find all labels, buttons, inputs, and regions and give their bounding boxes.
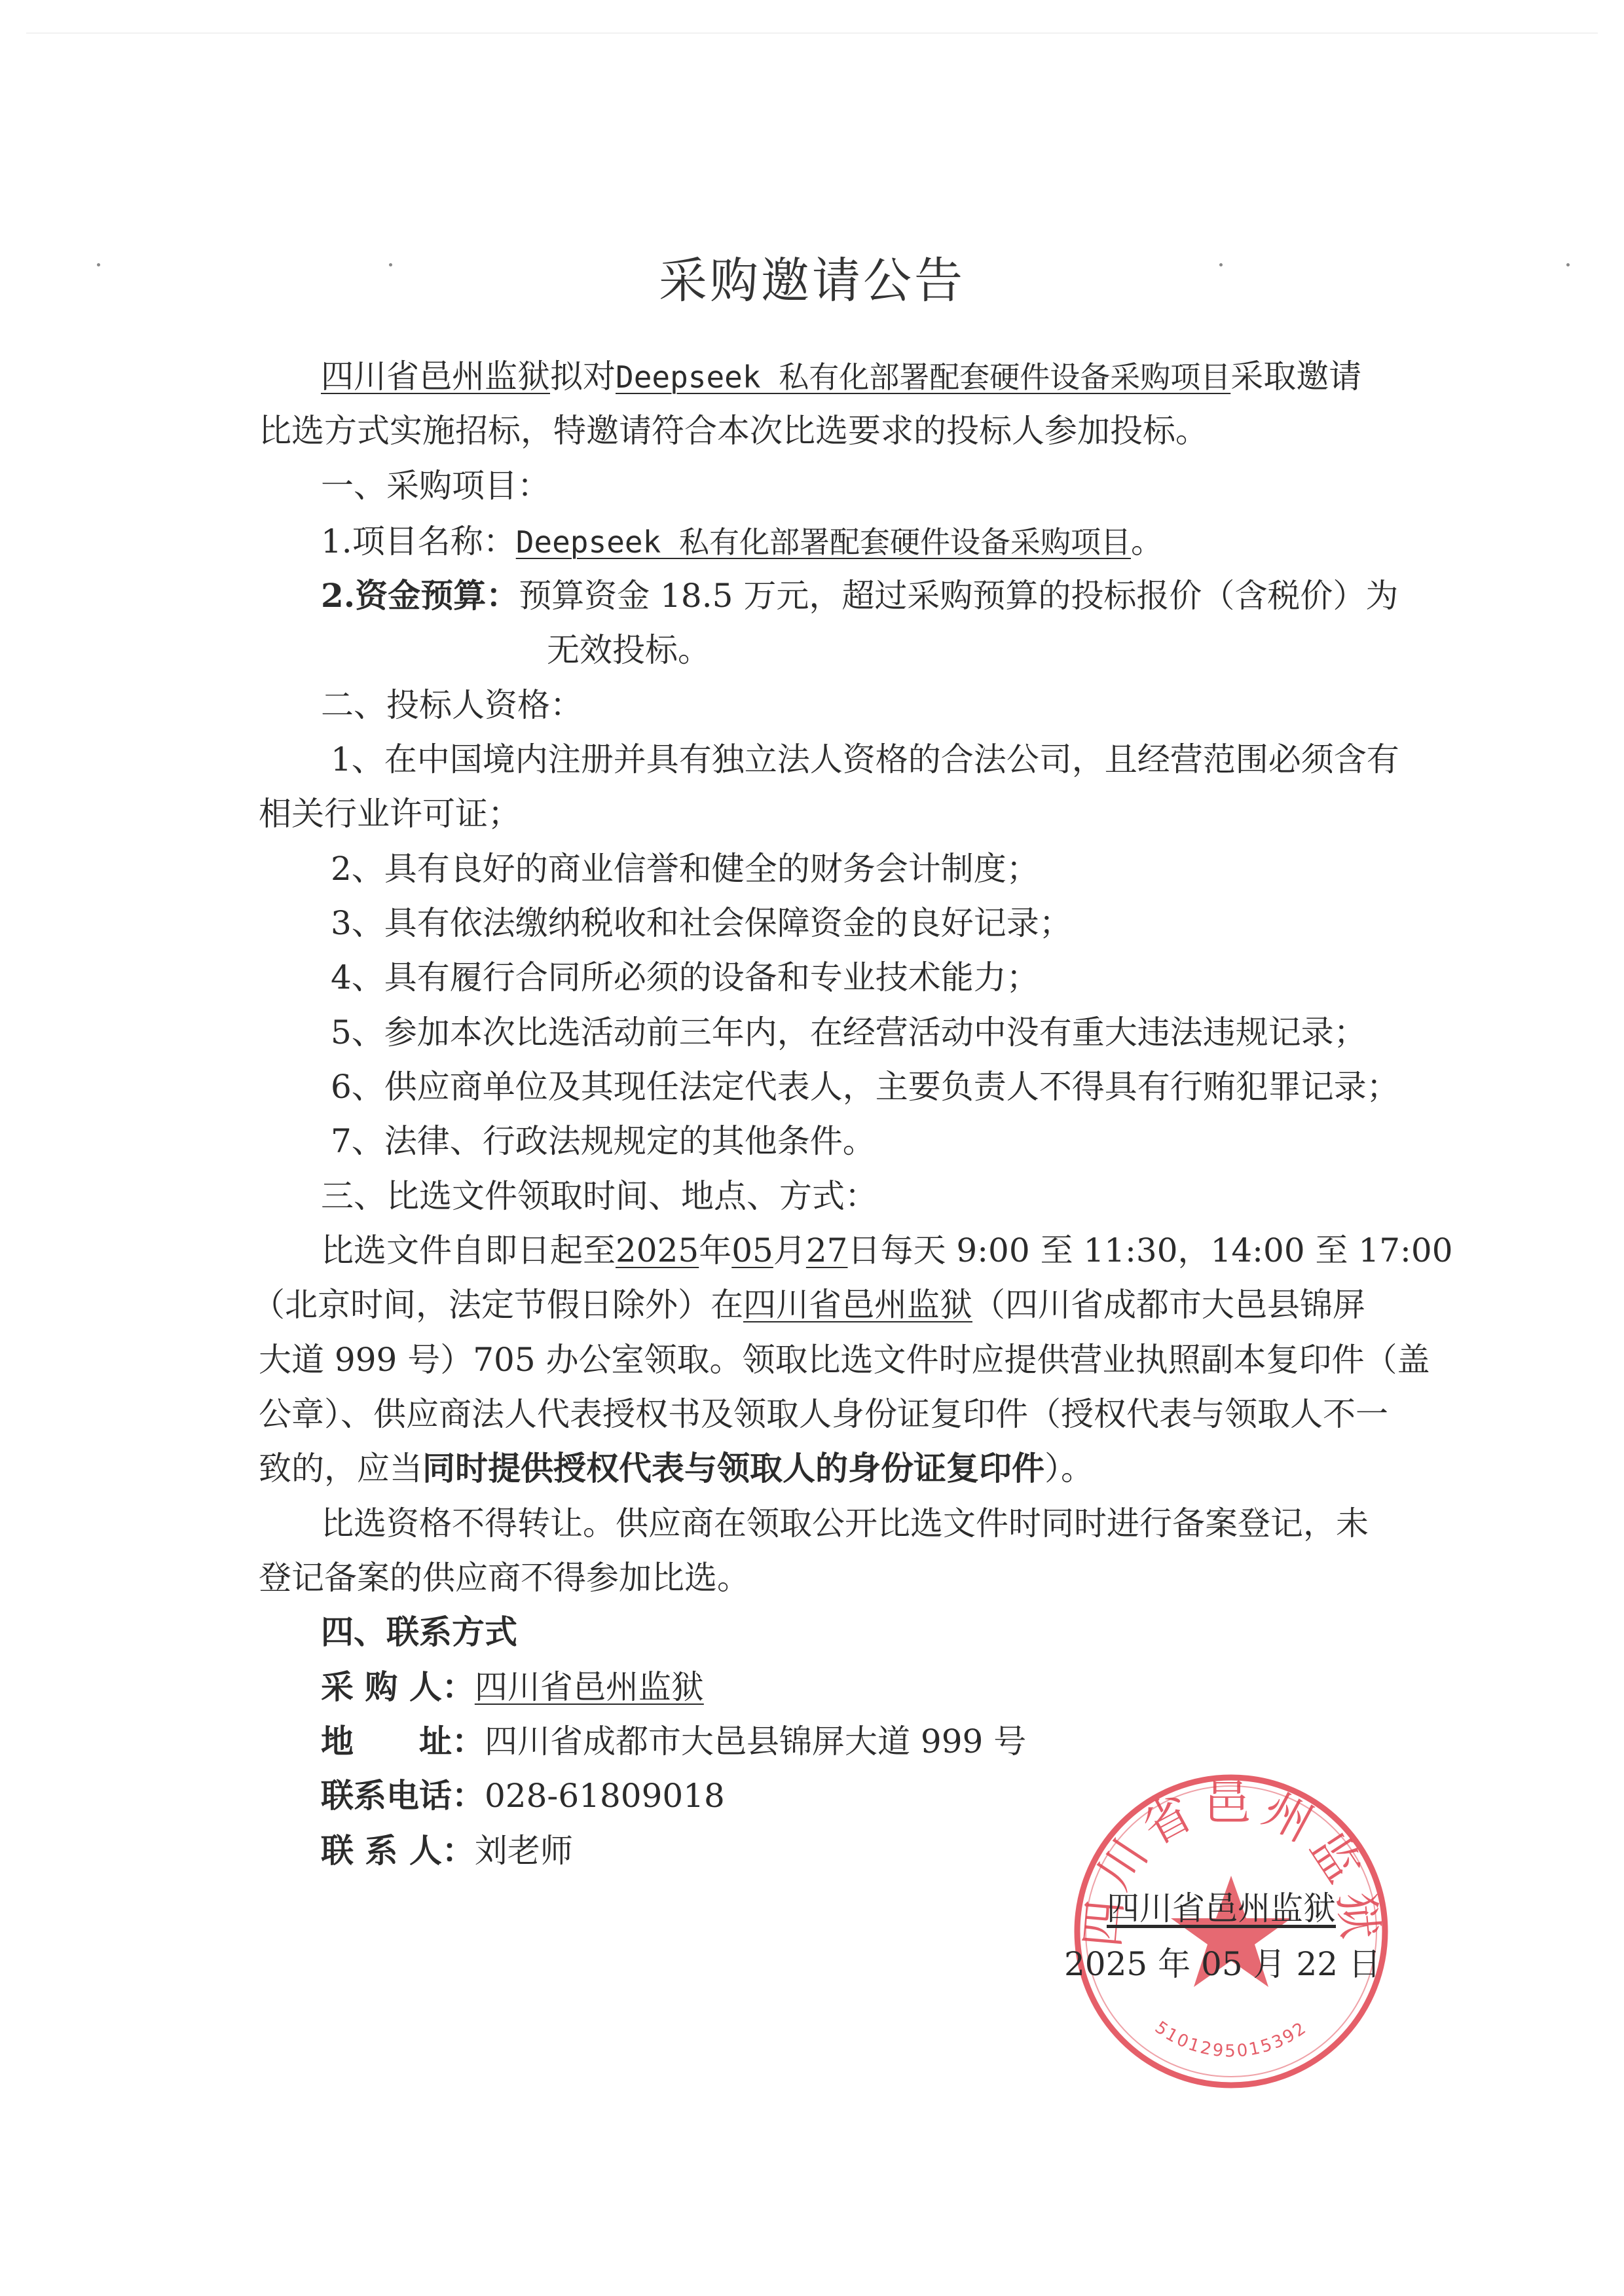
contact-address (321, 1715, 1026, 1768)
item2-value-1: 预算资金 18.5 万元，超过采购预算的投标报价（含税价）为 (519, 577, 1399, 615)
item1-value: Deepseek 私有化部署配套硬件设备采购项目 (515, 524, 1131, 560)
contact-person (321, 1825, 573, 1877)
seal-text: 四川省邑州监狱 (1074, 1776, 1388, 1950)
seal-code: 5101295015392 (1151, 2017, 1312, 2062)
address-label: 地 址： (321, 1722, 485, 1760)
qualification-1-cont: 相关行业许可证； (259, 795, 521, 833)
section1-item2 (321, 570, 1398, 622)
qualification-1: 1、在中国境内注册并具有独立法人资格的合法公司，且经营范围必须含有 (331, 740, 1399, 778)
l2-org: 四川省邑州监狱 (743, 1286, 972, 1324)
l2-text-a: （北京时间，法定节假日除外）在 (252, 1286, 743, 1324)
l1-text-d: 日每天 9:00 至 11:30，14:00 至 17:00 (847, 1231, 1453, 1269)
intro-line-2: 比选方式实施招标，特邀请符合本次比选要求的投标人参加投标。 (259, 412, 1208, 450)
contact-label: 联 系 人： (321, 1831, 475, 1870)
signature-date: 2025 年 05 月 22 日 (1064, 1945, 1381, 1983)
section1-item1 (321, 515, 1164, 568)
section3-para2-line-1: 比选资格不得转让。供应商在领取公开比选文件时同时进行备案登记，未 (321, 1504, 1369, 1542)
l1-text-c: 月 (773, 1231, 806, 1269)
contact-value: 刘老师 (474, 1832, 573, 1870)
buyer-value: 四川省邑州监狱 (474, 1668, 704, 1706)
address-value: 四川省成都市大邑县锦屏大道 999 号 (485, 1722, 1027, 1760)
item1-label: 1.项目名称： (321, 522, 516, 560)
intro-org: 四川省邑州监狱 (321, 357, 550, 395)
l1-text-b: 年 (699, 1231, 732, 1269)
phone-label: 联系电话： (321, 1776, 485, 1815)
l2-text-b: （四川省成都市大邑县锦屏 (972, 1286, 1365, 1324)
signature-org: 四川省邑州监狱 (1107, 1889, 1336, 1927)
phone-value: 028-61809018 (485, 1777, 725, 1815)
l5-text-a: 致的，应当 (259, 1449, 422, 1487)
l1-year: 2025 (616, 1231, 699, 1269)
contact-phone (321, 1770, 725, 1822)
qualification-2: 2、具有良好的商业信誉和健全的财务会计制度； (331, 850, 1039, 888)
item2-value-2: 无效投标。 (547, 631, 710, 669)
intro-project: Deepseek 私有化部署配套硬件设备采购项目 (616, 359, 1231, 395)
intro-text-2: 采取邀请 (1230, 357, 1362, 395)
l1-text-a: 比选文件自即日起至 (321, 1231, 616, 1269)
qualification-5: 5、参加本次比选活动前三年内，在经营活动中没有重大违法违规记录； (331, 1013, 1367, 1051)
intro-line-1 (321, 350, 1361, 403)
qualification-4: 4、具有履行合同所必须的设备和专业技术能力； (331, 958, 1039, 996)
section3-line-1 (321, 1224, 1453, 1277)
l5-text-c: ）。 (1044, 1449, 1094, 1487)
section3-line-4: 公章）、供应商法人代表授权书及领取人身份证复印件（授权代表与领取人不一 (259, 1395, 1388, 1433)
section3-line-5 (259, 1442, 1094, 1495)
item1-end: 。 (1130, 522, 1164, 560)
section3-line-3: 大道 999 号）705 办公室领取。领取比选文件时应提供营业执照副本复印件（盖 (259, 1341, 1430, 1379)
intro-text-1: 拟对 (550, 357, 616, 395)
l1-month: 05 (731, 1231, 773, 1269)
page-title: 采购邀请公告 (659, 253, 965, 309)
section3-heading: 三、比选文件领取时间、地点、方式： (321, 1177, 877, 1215)
section3-line-2 (252, 1279, 1365, 1331)
section1-heading: 一、采购项目： (321, 467, 550, 505)
qualification-7: 7、法律、行政法规规定的其他条件。 (331, 1122, 876, 1160)
item2-label: 2.资金预算： (321, 576, 519, 615)
qualification-3: 3、具有依法缴纳税收和社会保障资金的良好记录； (331, 904, 1072, 942)
l5-text-bold: 同时提供授权代表与领取人的身份证复印件 (422, 1449, 1044, 1487)
section2-heading: 二、投标人资格： (321, 686, 583, 724)
buyer-label: 采 购 人： (321, 1667, 475, 1706)
section4-heading: 四、联系方式 (321, 1613, 517, 1651)
l1-day: 27 (805, 1231, 848, 1269)
section3-para2-line-2: 登记备案的供应商不得参加比选。 (259, 1559, 750, 1597)
qualification-6: 6、供应商单位及其现任法定代表人，主要负责人不得具有行贿犯罪记录； (331, 1068, 1399, 1106)
contact-buyer (321, 1661, 704, 1713)
